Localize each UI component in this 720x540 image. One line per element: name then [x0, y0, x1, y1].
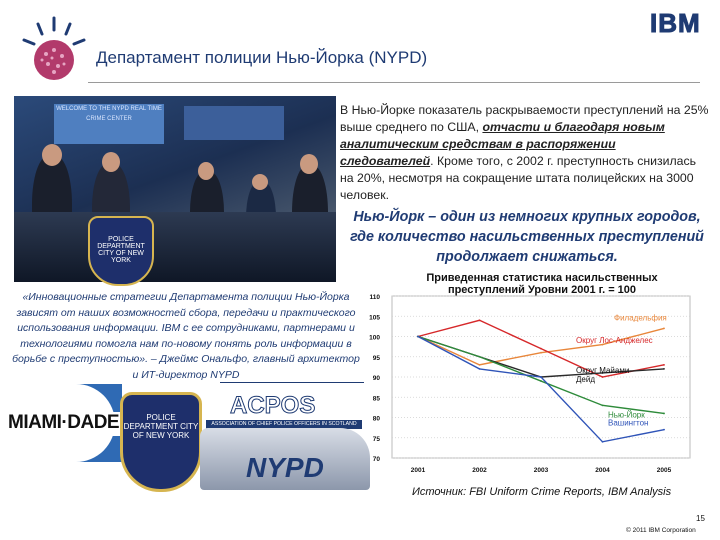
chart-x-tick-label: 2004 — [595, 467, 610, 474]
chart-series-label-line: Дейд — [576, 374, 596, 384]
miami-dade-logo: MIAMI·DADE — [8, 412, 120, 433]
badge-large-text: POLICE DEPARTMENT CITY OF NEW YORK — [123, 413, 199, 440]
description-part2: . Кроме того, с 2002 г. преступность снизилась на 20%, несмотря на сокращение штата полицейских на 3000 человек. — [340, 154, 697, 202]
photo-screen-text: WELCOME TO THE NYPD REAL TIME CRIME CENTER — [56, 106, 162, 122]
description-emphasis: отчасти и благодаря новым аналитическим средствам в распоряжении следователей — [340, 120, 665, 168]
chart-data-point — [479, 319, 481, 321]
ibm-logo-text: IBM — [650, 8, 701, 38]
chart-y-tick-label: 90 — [372, 375, 380, 382]
photo-person-head — [198, 162, 214, 180]
photo-person-head — [300, 154, 318, 174]
photo-person-head — [42, 144, 62, 166]
chart-data-point — [540, 352, 542, 354]
chart-data-point — [540, 380, 542, 382]
chart-data-point — [663, 368, 665, 370]
chart-series-label — [614, 313, 667, 322]
page-title: Департамент полиции Нью-Йорка (NYPD) — [96, 48, 428, 67]
headline: Нью-Йорк – один из немногих крупных городов, где количество насильственных преступлений продолжает снижаться. — [350, 209, 704, 265]
chart-data-point — [540, 376, 542, 378]
chart-y-tick-label: 85 — [372, 395, 380, 403]
chart-source: Источник: FBI Uniform Crime Reports, IBM Analysis — [412, 486, 672, 498]
chart-x-tick-label: 2003 — [533, 467, 549, 474]
photo-person-head — [252, 174, 268, 190]
chart-x-tick-label: 2002 — [472, 467, 487, 474]
chart-data-point — [417, 336, 419, 338]
chart-data-point — [663, 413, 665, 415]
chart-y-tick-label: 95 — [372, 354, 380, 362]
chart-y-tick-label: 110 — [369, 294, 380, 301]
acpos-logo: ACPOS — [230, 392, 316, 419]
chart-series-label-line: Нью-Йорк — [608, 410, 645, 420]
chart-data-point — [602, 376, 604, 378]
chart-x-tick-label: 2001 — [410, 467, 426, 474]
chart-data-point — [479, 368, 481, 370]
quote: «Инновационные стратегии Департамента полиции Нью-Йорка зависят от наших возможностей сбора, передачи и практического использования информации. IBM с ее сотрудниками, партнерами и технологиями помогла нам по-новому понять роль информации в борьбе с преступностью». – Джеймс Ональфо, главный архитектор и ИТ-директор NYPD — [12, 291, 360, 381]
chart-data-point — [479, 364, 481, 366]
chart-data-point — [479, 356, 481, 358]
description-paragraph — [340, 102, 712, 204]
chart-series-label — [608, 419, 648, 428]
ibm-sun-logo — [18, 14, 90, 86]
photo-screen — [54, 104, 164, 144]
chart-data-point — [540, 348, 542, 350]
chart-series-label-line: Вашингтон — [608, 418, 649, 428]
photo-person-head — [102, 152, 120, 172]
title-divider — [88, 82, 700, 83]
chart-y-tick-label: 70 — [372, 456, 380, 463]
photo-desk — [14, 212, 336, 282]
quote-underline — [220, 382, 364, 383]
copyright: © 2011 IBM Corporation — [626, 527, 696, 534]
ibm-logo — [650, 8, 701, 39]
chart-data-point — [602, 404, 604, 406]
chart-data-point — [663, 429, 665, 431]
chart-series-label-line: Округ Майами- — [576, 365, 632, 375]
chart-y-ticks — [369, 294, 380, 463]
nypd-badge-large — [120, 392, 202, 492]
chart-title: Приведенная статистика насильственных преступлений Уровни 2001 г. = 100 — [426, 272, 658, 296]
chart-series-label-line: Филадельфия — [614, 313, 667, 323]
chart-y-tick-label: 100 — [369, 334, 380, 342]
badge-small-text: POLICE DEPARTMENT CITY OF NEW YORK — [97, 236, 145, 264]
crime-chart — [360, 288, 700, 484]
chart-data-point — [663, 328, 665, 330]
chart-x-tick-label: 2005 — [656, 467, 672, 474]
chart-y-tick-label: 80 — [372, 415, 380, 423]
chart-data-point — [602, 441, 604, 443]
description-part1: В Нью-Йорке показатель раскрываемости преступлений на 25% выше среднего по США, — [340, 103, 709, 134]
nypd-car-text: NYPD — [246, 452, 324, 483]
acpos-subtitle: ASSOCIATION OF CHIEF POLICE OFFICERS IN SCOTLAND — [206, 420, 362, 429]
chart-data-point — [663, 364, 665, 366]
nypd-badge-small — [88, 216, 154, 286]
chart-series-label-line: Округ Лос-Анджелес — [576, 335, 653, 345]
page-number: 15 — [696, 514, 705, 523]
chart-x-ticks — [411, 467, 672, 474]
photo-screen-right — [184, 106, 284, 140]
chart-y-tick-label: 75 — [372, 435, 380, 443]
chart-series-label — [576, 336, 653, 345]
crime-center-photo — [14, 96, 336, 282]
chart-y-tick-label: 105 — [369, 314, 380, 322]
